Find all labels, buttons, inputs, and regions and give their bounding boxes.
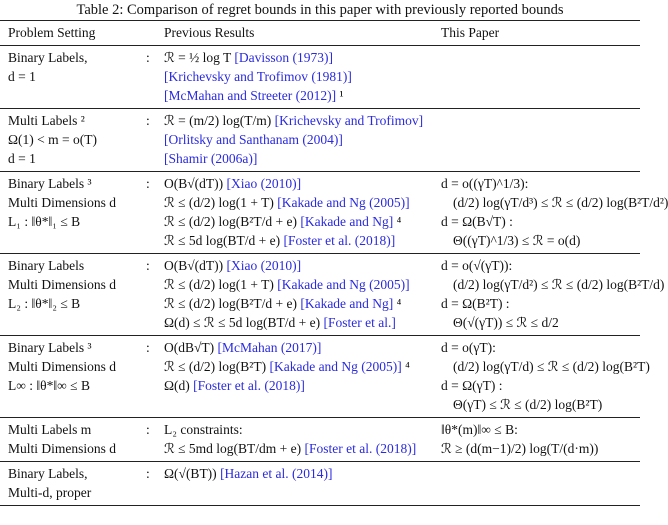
this-paper-line: Θ(γT) ≤ ℛ ≤ (d/2) log(B²T) <box>453 397 603 412</box>
this-paper-line: d = o(√(γT)): <box>441 258 513 273</box>
this-paper-line: d = Ω(B²T) : <box>441 296 510 311</box>
this-paper-line: (d/2) log(γT/d²) ≤ ℛ ≤ (d/2) log(B²T/d) <box>453 277 665 292</box>
this-paper-line: ‖θ*(m)‖∞ ≤ B: <box>441 422 518 437</box>
footnote-mark: ⁴ <box>401 359 410 374</box>
setting-line: Binary Labels, <box>8 50 88 65</box>
bound-expression: ℛ ≤ 5md log(BT/dm + e) <box>164 441 305 456</box>
setting-line: Multi Labels m <box>8 422 92 437</box>
citation-link[interactable]: [Kakade and Ng] <box>300 214 394 229</box>
citation-link[interactable]: [Davisson (1973)] <box>234 50 334 65</box>
setting-line: L₁ : ‖θ*‖₁ ≤ B <box>8 214 81 229</box>
this-paper-cell <box>441 462 640 506</box>
previous-result-line <box>164 313 441 332</box>
previous-result-line <box>164 464 441 483</box>
citation-link[interactable]: [McMahan and Streeter (2012)] <box>164 88 337 103</box>
footnote-mark: ¹ <box>336 88 344 103</box>
citation-link[interactable]: [McMahan (2017)] <box>217 340 322 355</box>
citation-link[interactable]: [Kakade and Ng (2005)] <box>277 195 410 210</box>
previous-results-cell <box>164 109 441 172</box>
this-paper-cell <box>441 46 640 109</box>
previous-results-cell <box>164 254 441 336</box>
this-paper-cell <box>441 172 668 254</box>
citation-link[interactable]: [Kakade and Ng] <box>300 296 394 311</box>
this-paper-line: d = Ω(B√T) : <box>441 214 513 229</box>
bound-expression: ℛ ≤ (d/2) log(1 + T) <box>164 277 278 292</box>
previous-result-line <box>164 420 441 439</box>
setting-line: Binary Labels, <box>8 466 88 481</box>
setting-line: L∞ : ‖θ*‖∞ ≤ B <box>8 378 90 393</box>
bound-expression: O(dB√T) <box>164 340 218 355</box>
this-paper-line: (d/2) log(γT/d) ≤ ℛ ≤ (d/2) log(B²T) <box>453 359 650 374</box>
separator-cell <box>146 336 164 418</box>
this-paper-cell <box>441 254 665 336</box>
citation-link[interactable]: [Krichevsky and Trofimov] <box>274 113 424 128</box>
separator-cell <box>146 46 164 109</box>
setting-line: Multi Dimensions d <box>8 359 117 374</box>
setting-line: Multi Labels ² <box>8 113 85 128</box>
this-paper-cell <box>441 336 650 418</box>
bound-expression: Ω(√(BT)) <box>164 466 221 481</box>
setting-line: d = 1 <box>8 151 36 166</box>
setting-line: Multi Dimensions d <box>8 277 117 292</box>
footnote-mark: ⁴ <box>393 214 402 229</box>
header-row <box>0 21 640 46</box>
previous-result-line <box>164 231 441 250</box>
citation-link[interactable]: [Xiao (2010)] <box>226 176 302 191</box>
previous-result-line <box>164 376 441 395</box>
header-spacer <box>146 21 164 46</box>
citation-link[interactable]: [Xiao (2010)] <box>226 258 302 273</box>
bound-expression: ℛ = (m/2) log(T/m) <box>164 113 275 128</box>
table-row <box>0 109 640 172</box>
bound-expression: ℛ ≤ 5d log(BT/d + e) <box>164 233 284 248</box>
setting-line: d = 1 <box>8 69 36 84</box>
citation-link[interactable]: [Kakade and Ng (2005)] <box>269 359 402 374</box>
bound-expression: Ω(d) ≤ ℛ ≤ 5d log(BT/d + e) <box>164 315 324 330</box>
previous-result-line <box>164 256 441 275</box>
table-row <box>0 46 640 109</box>
table-row <box>0 418 640 462</box>
citation-link[interactable]: [Foster et al. (2018)] <box>304 441 417 456</box>
table-row <box>0 336 640 418</box>
problem-setting-cell <box>0 336 146 418</box>
previous-result-line <box>164 338 441 357</box>
setting-line: L₂ : ‖θ*‖₂ ≤ B <box>8 296 81 311</box>
separator-cell <box>146 418 164 462</box>
previous-results-cell <box>164 46 441 109</box>
previous-result-line <box>164 149 441 168</box>
this-paper-cell <box>441 109 640 172</box>
citation-link[interactable]: [Kakade and Ng (2005)] <box>277 277 410 292</box>
this-paper-line: Θ(√(γT)) ≤ ℛ ≤ d/2 <box>453 315 559 330</box>
previous-results-cell <box>164 418 441 462</box>
colon-separator: : <box>146 113 150 128</box>
this-paper-line: d = Ω(γT) : <box>441 378 503 393</box>
citation-link[interactable]: [Krichevsky and Trofimov (1981)] <box>164 69 352 84</box>
bound-expression: O(B√(dT)) <box>164 176 227 191</box>
bound-expression: ℛ ≤ (d/2) log(B²T/d + e) <box>164 296 301 311</box>
header-previous-results: Previous Results <box>164 25 255 40</box>
this-paper-cell <box>441 418 640 462</box>
separator-cell <box>146 109 164 172</box>
bound-expression: O(B√(dT)) <box>164 258 227 273</box>
header-this-paper: This Paper <box>441 25 500 40</box>
previous-results-cell <box>164 462 441 506</box>
colon-separator: : <box>146 422 150 437</box>
previous-results-cell <box>164 172 441 254</box>
regret-bounds-table <box>0 20 668 506</box>
table-caption: Table 2: Comparison of regret bounds in this paper with previously reported bounds <box>76 2 564 18</box>
previous-result-line <box>164 275 441 294</box>
setting-line: Binary Labels <box>8 258 85 273</box>
citation-link[interactable]: [Shamir (2006a)] <box>164 151 258 166</box>
previous-result-line <box>164 357 441 376</box>
previous-result-line <box>164 212 441 231</box>
citation-link[interactable]: [Orlitsky and Santhanam (2004)] <box>164 132 343 147</box>
separator-cell <box>146 172 164 254</box>
setting-line: Binary Labels ³ <box>8 340 92 355</box>
setting-line: Multi-d, proper <box>8 485 92 500</box>
problem-setting-cell <box>0 172 146 254</box>
problem-setting-cell <box>0 418 146 462</box>
bound-expression: ℛ ≤ (d/2) log(1 + T) <box>164 195 278 210</box>
previous-result-line <box>164 174 441 193</box>
citation-link[interactable]: [Hazan et al. (2014)] <box>220 466 333 481</box>
table-row <box>0 254 640 336</box>
citation-link[interactable]: [Foster et al. (2018)] <box>193 378 305 393</box>
colon-separator: : <box>146 258 150 273</box>
previous-result-line <box>164 86 441 105</box>
citation-link[interactable]: [Foster et al.] <box>323 315 396 330</box>
this-paper-line: (d/2) log(γT/d³) ≤ ℛ ≤ (d/2) log(B²T/d²) <box>453 195 668 210</box>
previous-result-line <box>164 294 441 313</box>
previous-result-line <box>164 439 441 458</box>
problem-setting-cell <box>0 109 146 172</box>
header-problem-setting: Problem Setting <box>8 25 96 40</box>
previous-result-line <box>164 130 441 149</box>
footnote-mark: ⁴ <box>393 296 402 311</box>
problem-setting-cell <box>0 46 146 109</box>
bound-expression: ℛ = ½ log T <box>164 50 235 65</box>
previous-result-line <box>164 193 441 212</box>
problem-setting-cell <box>0 254 146 336</box>
this-paper-line: Θ((γT)^1/3) ≤ ℛ = o(d) <box>453 233 581 248</box>
citation-link[interactable]: [Foster et al. (2018)] <box>283 233 396 248</box>
table-row <box>0 462 640 506</box>
bound-expression: ℛ ≤ (d/2) log(B²T/d + e) <box>164 214 301 229</box>
setting-line: Multi Dimensions d <box>8 195 117 210</box>
previous-result-line <box>164 67 441 86</box>
this-paper-line: d = o(γT): <box>441 340 496 355</box>
colon-separator: : <box>146 176 150 191</box>
separator-cell <box>146 254 164 336</box>
bound-expression: L₂ constraints: <box>164 422 243 437</box>
colon-separator: : <box>146 50 150 65</box>
setting-line: Ω(1) < m = o(T) <box>8 132 97 147</box>
setting-line: Multi Dimensions d <box>8 441 117 456</box>
bound-expression: Ω(d) <box>164 378 194 393</box>
colon-separator: : <box>146 466 150 481</box>
separator-cell <box>146 462 164 506</box>
colon-separator: : <box>146 340 150 355</box>
this-paper-line: ℛ ≥ (d(m−1)/2) log(T/(d·m)) <box>441 441 599 456</box>
this-paper-line: d = o((γT)^1/3): <box>441 176 529 191</box>
previous-result-line <box>164 111 441 130</box>
problem-setting-cell <box>0 462 146 506</box>
previous-results-cell <box>164 336 441 418</box>
bound-expression: ℛ ≤ (d/2) log(B²T) <box>164 359 270 374</box>
previous-result-line <box>164 48 441 67</box>
setting-line: Binary Labels ³ <box>8 176 92 191</box>
table-row <box>0 172 640 254</box>
